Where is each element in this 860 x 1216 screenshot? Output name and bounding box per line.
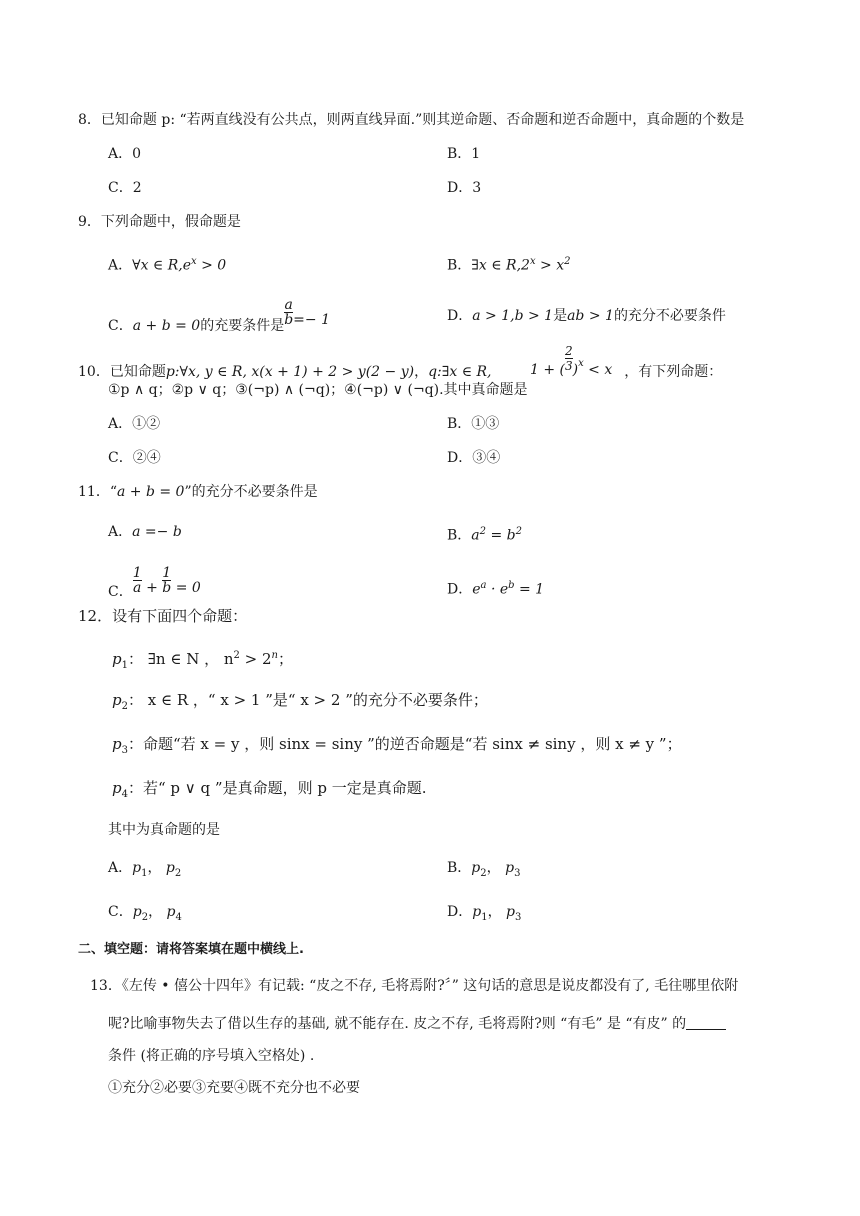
q8-option-b: B．1 <box>447 146 481 162</box>
stem-text: ， <box>414 364 429 380</box>
answer-blank[interactable] <box>686 1015 726 1030</box>
prop-letter: p <box>471 860 481 876</box>
math-expr: a =− b <box>132 524 182 540</box>
option-label: B． <box>447 257 472 274</box>
q10-option-d: D．③④ <box>447 450 501 466</box>
math-expr: ab > 1 <box>567 308 614 324</box>
stem-text: 11．“ <box>78 484 117 500</box>
math-sup: n <box>271 650 278 661</box>
prop-sub: 1 <box>141 867 148 879</box>
math-expr: + <box>141 580 163 596</box>
math-expr: = 1 <box>514 581 545 598</box>
q8-option-a: A．0 <box>108 146 142 162</box>
math-expr: p:∀x, y ∈ R, x(x + 1) + 2 > y(2 − y) <box>165 364 415 380</box>
prop-sub: 1 <box>121 660 128 671</box>
fraction-num: 1 <box>162 565 172 581</box>
prop-text: ：命题“若 x = y ，则 sinx = siny ”的逆否命题是“若 sinx ≠ siny ，则 x ≠ y ”； <box>127 735 682 753</box>
q12-option-d <box>447 902 521 928</box>
prop-sub: 4 <box>121 789 128 800</box>
q8-stem: 8．已知命题 p: “若两直线没有公共点，则两直线异面.”则其逆命题、否命题和逆否命题中，真命题的个数是 <box>78 112 745 128</box>
prop-sub: 3 <box>121 745 128 756</box>
fraction-num: 1 <box>132 565 142 581</box>
sep: ， <box>487 904 507 920</box>
prop-sub: 3 <box>514 867 521 879</box>
prop-label: p <box>112 735 122 753</box>
q9-stem: 9．下列命题中，假命题是 <box>78 214 241 230</box>
prop-letter: p <box>165 860 175 876</box>
q13-line3: 条件 (将正确的序号填入空格处) . <box>108 1048 315 1064</box>
math-expr: =− 1 <box>293 312 330 328</box>
prop-letter: p <box>505 860 515 876</box>
math-expr: · e <box>486 581 509 598</box>
q11-option-a <box>108 522 182 542</box>
math-expr: ∀x ∈ R,e <box>132 257 192 274</box>
stem-text: ，有下列命题： <box>624 364 723 380</box>
prop-text: > 2 <box>239 650 272 668</box>
q9-option-d <box>447 306 726 326</box>
option-text: 是 <box>553 308 568 324</box>
q10-option-a: A．①② <box>108 416 161 432</box>
prop-text: ： x ∈ R ，“ x > 1 ”是“ x > 2 ”的充分不必要条件； <box>127 691 488 709</box>
q11-option-c <box>108 566 201 602</box>
math-expr: e <box>472 581 481 598</box>
q10-stem <box>78 344 722 382</box>
math-expr: ) <box>572 362 579 378</box>
prop-letter: p <box>506 904 515 920</box>
q13-line1: 13．《左传 • 僖公十四年》有记载: “皮之不存, 毛将焉附?〞” 这句话的意思是说皮都没有了, 毛往哪里依附 <box>90 978 739 994</box>
math-expr: < x <box>583 362 613 378</box>
fraction-den: b <box>284 312 294 328</box>
prop-sub: 2 <box>141 911 149 923</box>
q9-option-c <box>108 298 330 336</box>
prop-sub: 2 <box>480 867 487 879</box>
sep: ， <box>148 904 167 920</box>
fraction-den: 3 <box>564 359 573 373</box>
option-text: 的充分不必要条件 <box>613 308 726 324</box>
option-label: D． <box>447 308 473 324</box>
q9-option-a <box>108 252 226 276</box>
prop-letter: p <box>132 860 142 876</box>
math-expr: 1 + ( <box>529 362 565 378</box>
q9-option-b <box>447 252 571 276</box>
q12-p2 <box>112 690 488 717</box>
option-label: D． <box>447 904 473 920</box>
option-label: A． <box>108 524 133 540</box>
q12-which: 其中为真命题的是 <box>108 822 220 838</box>
fraction-num: a <box>284 297 293 313</box>
math-sup: b <box>508 580 515 591</box>
q13-line2 <box>108 1014 726 1034</box>
math-sup: a <box>480 580 487 591</box>
option-label: B． <box>447 527 472 544</box>
fraction-den: a <box>133 580 142 596</box>
option-label: A． <box>108 860 133 876</box>
math-expr: = b <box>486 527 516 544</box>
q12-option-b <box>447 858 520 884</box>
fraction-num: 2 <box>564 344 573 358</box>
sep: ， <box>486 860 506 876</box>
option-label: D． <box>447 581 473 598</box>
q12-p1 <box>112 646 293 676</box>
fraction <box>565 344 573 373</box>
math-sup: x <box>578 358 584 369</box>
prop-letter: p <box>132 904 142 920</box>
prop-text: ； <box>278 650 294 668</box>
math-sup: x <box>191 256 197 267</box>
prop-label: p <box>112 691 122 709</box>
q11-option-b <box>447 522 522 546</box>
option-text: 的充要条件是 <box>200 318 285 334</box>
math-sup: x <box>529 256 536 267</box>
fraction <box>162 566 171 595</box>
math-expr: a <box>471 527 480 544</box>
math-expr: > x <box>535 257 565 274</box>
math-expr: a + b = 0 <box>116 484 185 500</box>
math-sup: 2 <box>515 526 522 537</box>
math-sup: 2 <box>564 256 571 267</box>
q8-option-d: D．3 <box>447 180 482 196</box>
math-sup: 2 <box>479 526 487 537</box>
math-expr: = 0 <box>171 580 201 596</box>
prop-sub: 2 <box>174 867 182 879</box>
option-label: C． <box>108 318 133 334</box>
prop-sub: 3 <box>515 911 522 923</box>
prop-letter: p <box>166 904 176 920</box>
option-label: B． <box>447 860 472 876</box>
stem-text: ”的充分不必要条件是 <box>184 484 318 500</box>
math-expr: a + b = 0 <box>132 318 201 334</box>
q12-stem: 12．设有下面四个命题： <box>78 607 248 625</box>
q11-option-d <box>447 576 544 600</box>
stem-text: 10．已知命题 <box>78 364 166 380</box>
q10-option-b: B．①③ <box>447 416 500 432</box>
q13-text: 呢?比喻事物失去了借以生存的基础, 就不能存在. 皮之不存, 毛将焉附?则 “有毛” 是 “有皮” 的 <box>108 1016 687 1032</box>
prop-sub: 2 <box>121 701 128 712</box>
math-expr: ∃x ∈ R,2 <box>471 257 530 274</box>
q12-p3 <box>112 734 682 761</box>
section-heading: 二、填空题：请将答案填在题中横线上. <box>78 942 304 957</box>
q13-choices: ①充分②必要③充要④既不充分也不必要 <box>108 1080 360 1096</box>
prop-text: ： ∃n ∈ N ， n <box>127 650 234 668</box>
option-label: C． <box>108 584 133 600</box>
fraction-den: b <box>162 580 172 596</box>
prop-letter: p <box>472 904 482 920</box>
option-label: A． <box>108 257 133 274</box>
q8-option-c: C．2 <box>108 180 142 196</box>
math-expr: > 0 <box>196 257 227 274</box>
q10-propositions: ①p ∧ q；②p ∨ q；③(¬p) ∧ (¬q)；④(¬p) ∨ (¬q).其中真命题是 <box>108 382 528 398</box>
q12-option-a <box>108 858 181 884</box>
q10-option-c: C．②④ <box>108 450 161 466</box>
prop-sub: 1 <box>481 911 488 923</box>
math-expr: a > 1,b > 1 <box>472 308 554 324</box>
fraction <box>133 566 142 595</box>
q12-p4 <box>112 778 427 805</box>
math-expr: q:∃x ∈ R, <box>428 364 492 380</box>
prop-label: p <box>112 779 122 797</box>
prop-label: p <box>112 650 122 668</box>
option-label: C． <box>108 904 133 920</box>
prop-sub: 4 <box>175 911 182 923</box>
prop-text: ：若“ p ∨ q ”是真命题，则 p 一定是真命题. <box>127 779 427 797</box>
q12-option-c <box>108 902 182 928</box>
q11-stem <box>78 482 318 502</box>
fraction <box>284 298 293 327</box>
math-sup: 2 <box>233 650 240 661</box>
sep: ， <box>147 860 166 876</box>
